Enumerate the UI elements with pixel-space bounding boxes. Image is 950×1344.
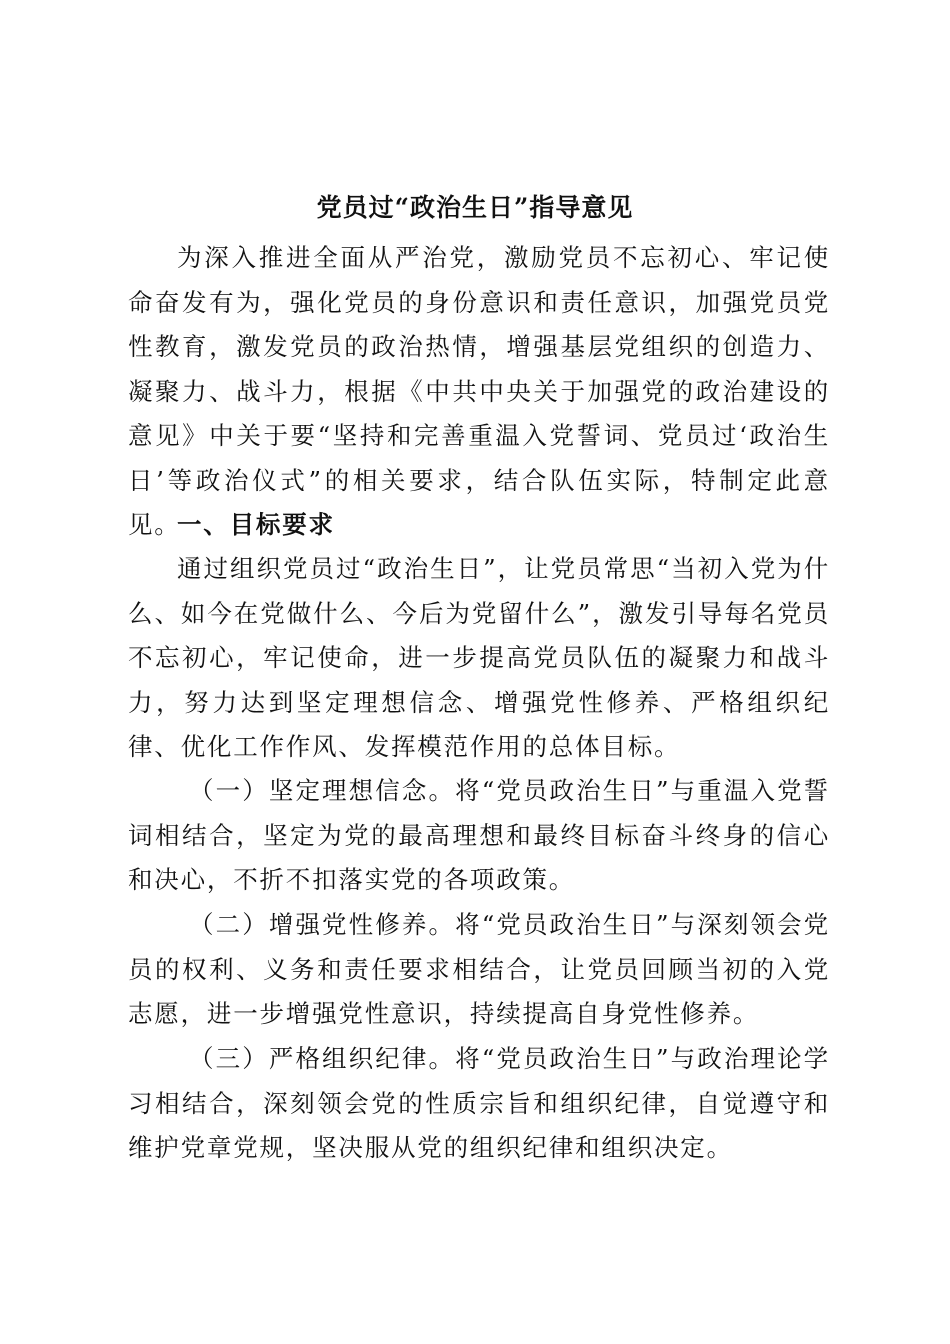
section-heading: 一、目标要求 [177, 510, 335, 539]
list-item: （二）增强党性修养。将“党员政治生日”与深刻领会党员的权利、义务和责任要求相结合，让党员回顾当初的入党志愿，进一步增强党性意识，持续提高自身党性修养。 [128, 910, 830, 1028]
section-body-paragraph: 通过组织党员过“政治生日”，让党员常思“当初入党为什么、如今在党做什么、今后为党留什么”，激发引导每名党员不忘初心，牢记使命，进一步提高党员队伍的凝聚力和战斗力，努力达到坚定理想信念、增强党性修养、严格组织纪律、优化工作作风、发挥模范作用的总体目标。 [128, 554, 830, 761]
document-title: 党员过“政治生日”指导意见 [316, 193, 634, 222]
list-item: （三）严格组织纪律。将“党员政治生日”与政治理论学习相结合，深刻领会党的性质宗旨和组织纪律，自觉遵守和维护党章党规，坚决服从党的组织纪律和组织决定。 [128, 1044, 830, 1162]
list-item: （一）坚定理想信念。将“党员政治生日”与重温入党誓词相结合，坚定为党的最高理想和最终目标奋斗终身的信心和决心，不折不扣落实党的各项政策。 [128, 776, 830, 894]
intro-paragraph: 为深入推进全面从严治党，激励党员不忘初心、牢记使命奋发有为，强化党员的身份意识和责任意识，加强党员党性教育，激发党员的政治热情，增强基层党组织的创造力、凝聚力、战斗力，根据《中共中央关于加强党的政治建设的意见》中关于要“坚持和完善重温入党誓词、党员过‘政治生日’等政治仪式”的相关要求，结合队伍实际，特制定此意见。 [128, 243, 830, 539]
